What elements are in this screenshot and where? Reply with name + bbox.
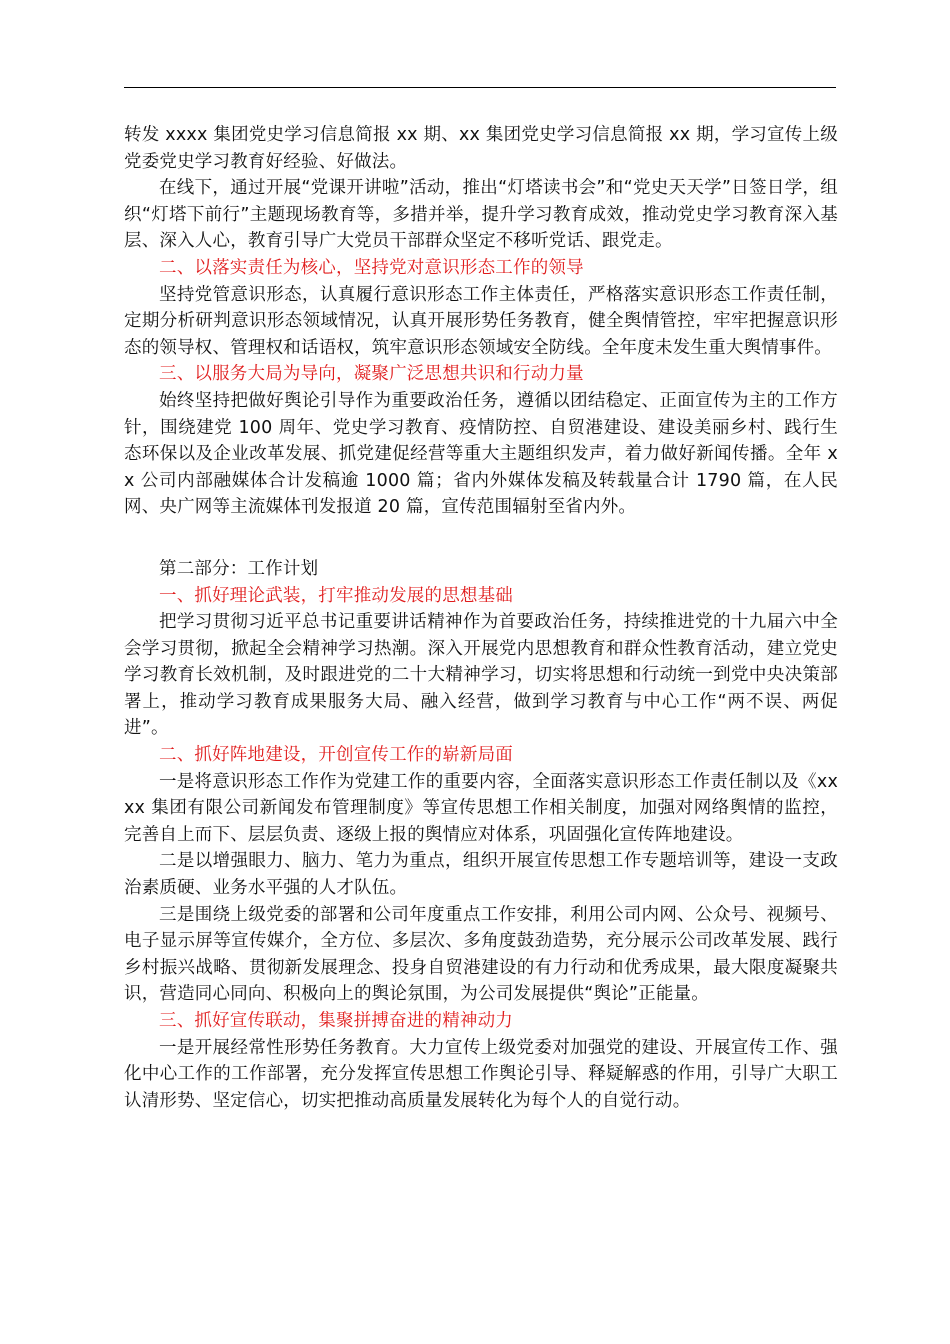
body-paragraph: 在线下，通过开展“党课开讲啦”活动，推出“灯塔读书会”和“党史天天学”日签日学，组织“灯塔下前行”主题现场教育等，多措并举，提升学习教育成效，推动党史学习教育深入基层、深入人心，教育引导广大党员干部群众坚定不移听党话、跟党走。 bbox=[124, 178, 838, 252]
body-paragraph: 二是以增强眼力、脑力、笔力为重点，组织开展宣传思想工作专题培训等，建设一支政治素质硬、业务水平强的人才队伍。 bbox=[124, 851, 838, 899]
section-heading: 三、以服务大局为导向，凝聚广泛思想共识和行动力量 bbox=[159, 364, 584, 385]
document-body bbox=[124, 122, 838, 1114]
body-paragraph: 坚持党管意识形态，认真履行意识形态工作主体责任，严格落实意识形态工作责任制，定期分析研判意识形态领域情况，认真开展形势任务教育，健全舆情管控，牢牢把握意识形态的领导权、管理权和话语权，筑牢意识形态领域安全防线。全年度未发生重大舆情事件。 bbox=[124, 284, 838, 358]
part-title: 第二部分：工作计划 bbox=[159, 558, 319, 579]
spacer bbox=[124, 521, 838, 556]
body-paragraph: 转发 xxxx 集团党史学习信息简报 xx 期、xx 集团党史学习信息简报 xx 期，学习宣传上级党委党史学习教育好经验、好做法。 bbox=[124, 125, 838, 172]
body-paragraph: 一是将意识形态工作作为党建工作的重要内容，全面落实意识形态工作责任制以及《xxxx 集团有限公司新闻发布管理制度》等宣传思想工作相关制度，加强对网络舆情的监控，完善自上而下、层层负责、逐级上报的舆情应对体系，巩固强化宣传阵地建设。 bbox=[124, 771, 838, 845]
body-paragraph: 一是开展经常性形势任务教育。大力宣传上级党委对加强党的建设、开展宣传工作、强化中心工作的工作部署，充分发挥宣传思想工作舆论引导、释疑解惑的作用，引导广大职工认清形势、坚定信心，切实把推动高质量发展转化为每个人的自觉行动。 bbox=[124, 1037, 838, 1111]
body-paragraph: 把学习贯彻习近平总书记重要讲话精神作为首要政治任务，持续推进党的十九届六中全会学习贯彻，掀起全会精神学习热潮。深入开展党内思想教育和群众性教育活动，建立党史学习教育长效机制，及时跟进党的二十大精神学习，切实将思想和行动统一到党中央决策部署上，推动学习教育成果服务大局、融入经营，做到学习教育与中心工作“两不误、两促进”。 bbox=[124, 612, 838, 739]
section-heading: 三、抓好宣传联动，集聚拼搏奋进的精神动力 bbox=[159, 1011, 513, 1031]
body-paragraph: 始终坚持把做好舆论引导作为重要政治任务，遵循以团结稳定、正面宣传为主的工作方针，围绕建党 100 周年、党史学习教育、疫情防控、自贸港建设、建设美丽乡村、践行生态环保以及企业改革发展、抓党建促经营等重大主题组织发声，着力做好新闻传播。全年 xx 公司内部融媒体合计发稿逾 1000 篇；省内外媒体发稿及转载量合计 1790 篇，在人民网、央广网等主流媒体刊发报道 20 篇，宣传范围辐射至省内外。 bbox=[124, 390, 838, 518]
section-heading: 二、抓好阵地建设，开创宣传工作的崭新局面 bbox=[159, 745, 513, 766]
header-rule bbox=[124, 87, 836, 88]
body-paragraph: 三是围绕上级党委的部署和公司年度重点工作安排，利用公司内网、公众号、视频号、电子显示屏等宣传媒介，全方位、多层次、多角度鼓劲造势，充分展示公司改革发展、践行乡村振兴战略、贯彻新发展理念、投身自贸港建设的有力行动和优秀成果，最大限度凝聚共识，营造同心同向、积极向上的舆论氛围，为公司发展提供“舆论”正能量。 bbox=[124, 904, 838, 1005]
section-heading: 一、抓好理论武装，打牢推动发展的思想基础 bbox=[159, 585, 513, 606]
section-heading: 二、以落实责任为核心，坚持党对意识形态工作的领导 bbox=[159, 257, 584, 278]
